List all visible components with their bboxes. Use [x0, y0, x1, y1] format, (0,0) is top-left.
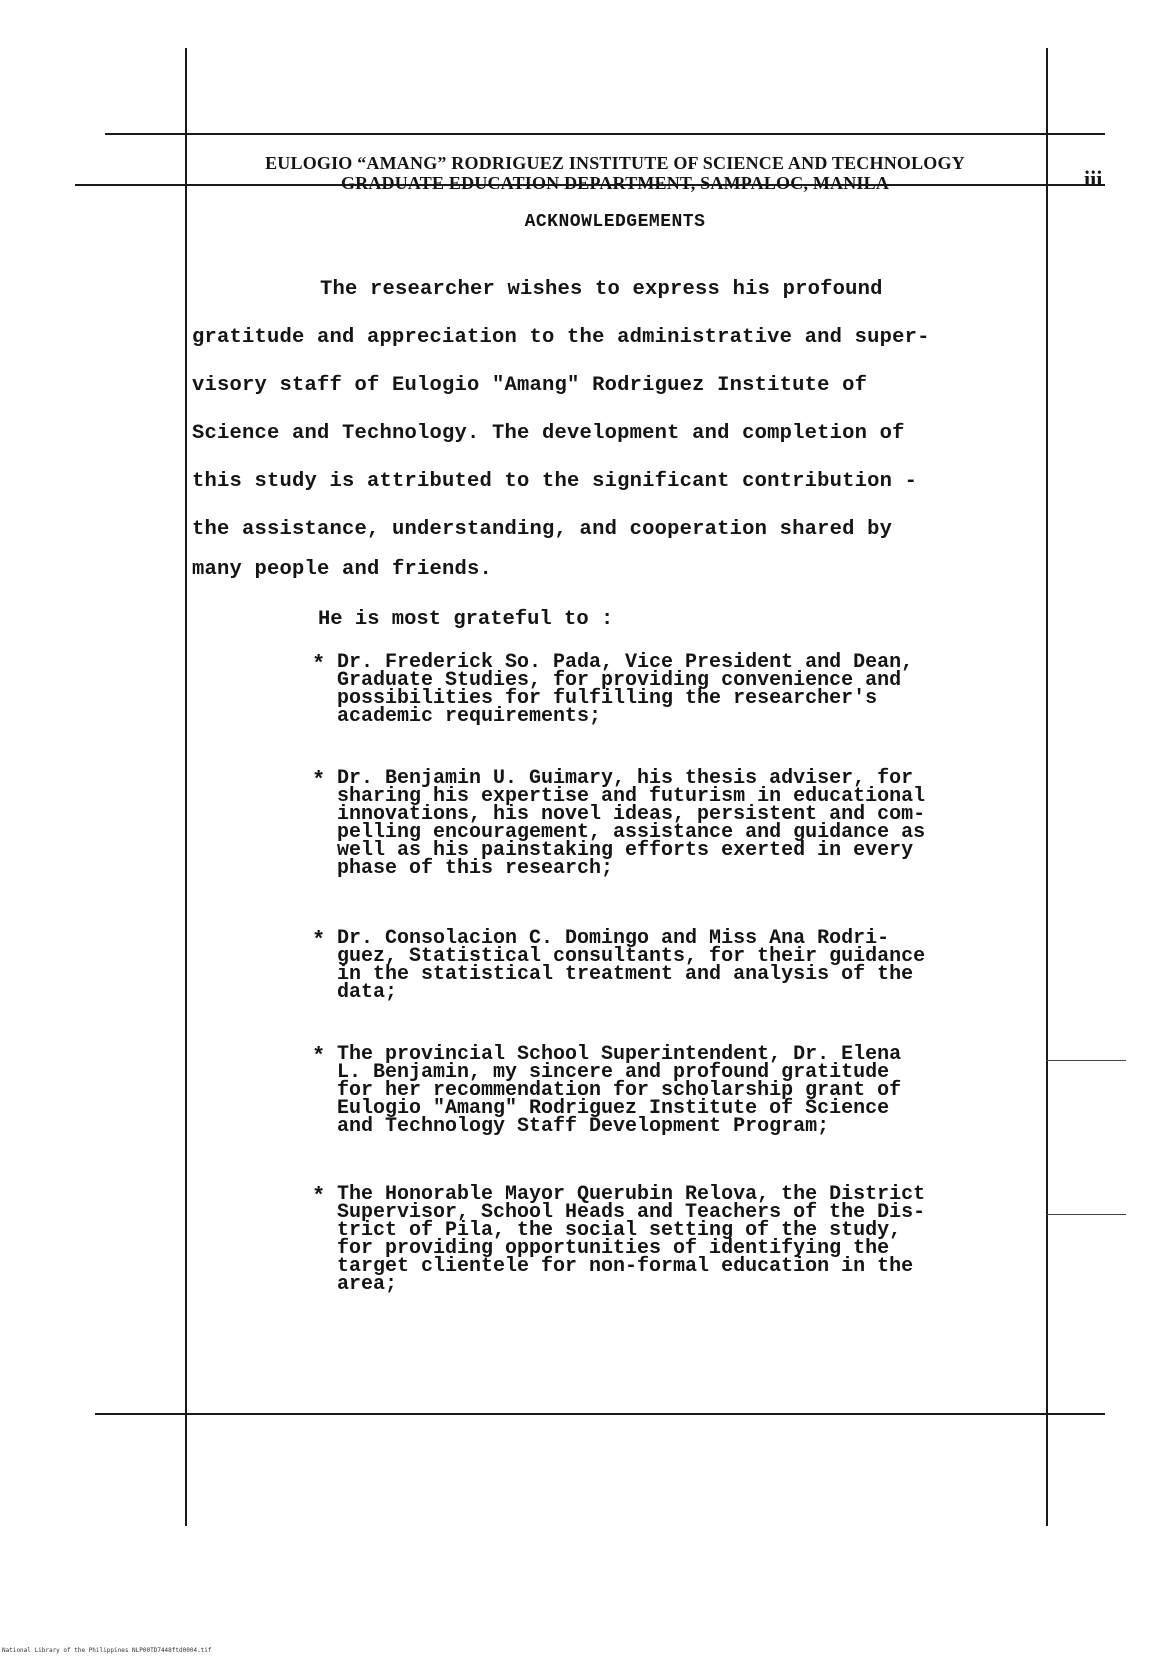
- margin-tick: [1046, 1060, 1126, 1061]
- header-top-line: [105, 133, 1105, 135]
- item-line: for providing opportunities of identifying the: [337, 1237, 890, 1260]
- item-line: possibilities for fulfilling the researcher's: [337, 687, 878, 710]
- item-line: guez, Statistical consultants, for their guidance: [337, 945, 926, 968]
- item-line: Dr. Benjamin U. Guimary, his thesis adviser, for: [337, 767, 914, 790]
- intro-line: visory staff of Eulogio "Amang" Rodriguez Institute of: [192, 374, 868, 397]
- intro-line: this study is attributed to the significant contribution -: [192, 470, 918, 493]
- page-number: iii: [1084, 166, 1103, 191]
- item-line: target clientele for non-formal education in the: [337, 1255, 914, 1278]
- item-line: data;: [337, 981, 398, 1004]
- item-line: area;: [337, 1273, 398, 1296]
- bullet-asterisk: *: [312, 928, 326, 953]
- intro-line: many people and friends.: [192, 558, 493, 581]
- bullet-asterisk: *: [312, 1044, 326, 1069]
- lead-sentence: He is most grateful to :: [318, 608, 614, 631]
- letterhead: [190, 153, 1040, 193]
- item-line: The Honorable Mayor Querubin Relova, the District: [337, 1183, 926, 1206]
- bullet-asterisk: *: [312, 652, 326, 677]
- item-line: well as his painstaking efforts exerted in every: [337, 839, 914, 862]
- item-line: pelling encouragement, assistance and guidance as: [337, 821, 926, 844]
- institution-name: EULOGIO “AMANG” RODRIGUEZ INSTITUTE OF SCIENCE AND TECHNOLOGY: [265, 153, 965, 173]
- bullet-asterisk: *: [312, 768, 326, 793]
- item-line: trict of Pila, the social setting of the study,: [337, 1219, 902, 1242]
- intro-line: gratitude and appreciation to the administrative and super-: [192, 326, 930, 349]
- footer-line: [95, 1413, 1105, 1415]
- department-name: GRADUATE EDUCATION DEPARTMENT, SAMPALOC, MANILA: [340, 173, 890, 193]
- scan-footer: National Library of the Philippines NLP00TD7448ftd0004.tif: [2, 1647, 212, 1654]
- intro-line: Science and Technology. The development and completion of: [192, 422, 905, 445]
- item-line: Dr. Frederick So. Pada, Vice President and Dean,: [337, 651, 914, 674]
- intro-line: The researcher wishes to express his profound: [320, 278, 883, 301]
- item-line: The provincial School Superintendent, Dr. Elena: [337, 1043, 902, 1066]
- item-line: Graduate Studies, for providing convenience and: [337, 669, 902, 692]
- section-heading: ACKNOWLEDGEMENTS: [524, 212, 706, 232]
- item-line: innovations, his novel ideas, persistent and com-: [337, 803, 926, 826]
- item-line: Dr. Consolacion C. Domingo and Miss Ana Rodri-: [337, 927, 890, 950]
- item-line: in the statistical treatment and analysis of the: [337, 963, 914, 986]
- left-margin-line: [185, 48, 187, 1526]
- bullet-asterisk: *: [312, 1184, 326, 1209]
- item-line: for her recommendation for scholarship grant of: [337, 1079, 902, 1102]
- item-line: and Technology Staff Development Program;: [337, 1115, 830, 1138]
- item-line: academic requirements;: [337, 705, 602, 728]
- item-line: phase of this research;: [337, 857, 614, 880]
- item-line: Eulogio "Amang" Rodriguez Institute of Science: [337, 1097, 890, 1120]
- item-line: Supervisor, School Heads and Teachers of the Dis-: [337, 1201, 926, 1224]
- item-line: sharing his expertise and futurism in educational: [337, 785, 926, 808]
- margin-tick: [1046, 1214, 1126, 1215]
- item-line: L. Benjamin, my sincere and profound gratitude: [337, 1061, 890, 1084]
- intro-line: the assistance, understanding, and cooperation shared by: [192, 518, 893, 541]
